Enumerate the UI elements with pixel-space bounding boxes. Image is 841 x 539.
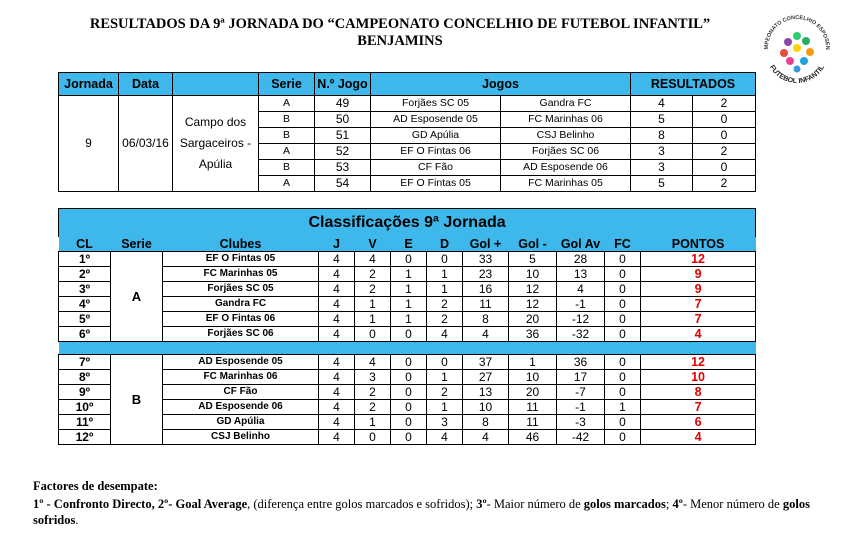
goals-against-cell: 11 bbox=[509, 400, 557, 415]
logo-top-text: MPEONATO CONCELHIO ESPOSEN bbox=[763, 14, 831, 50]
wins-cell: 2 bbox=[355, 400, 391, 415]
goals-against-cell: 20 bbox=[509, 385, 557, 400]
standings-row bbox=[59, 312, 756, 327]
home-goals-cell: 3 bbox=[631, 160, 693, 176]
tiebreak-part: . bbox=[75, 513, 79, 527]
fc-cell: 1 bbox=[605, 400, 641, 415]
draws-cell: 0 bbox=[391, 252, 427, 267]
fc-cell: 0 bbox=[605, 385, 641, 400]
home-team-cell: AD Esposende 05 bbox=[371, 112, 501, 128]
home-goals-cell: 8 bbox=[631, 128, 693, 144]
header-n-jogo: N.º Jogo bbox=[315, 73, 371, 96]
points-cell: 7 bbox=[641, 400, 756, 415]
wins-cell: 3 bbox=[355, 370, 391, 385]
home-team-cell: EF O Fintas 06 bbox=[371, 144, 501, 160]
wins-cell: 0 bbox=[355, 327, 391, 342]
header-serie: Serie bbox=[259, 73, 315, 96]
game-row bbox=[59, 96, 756, 112]
fc-cell: 0 bbox=[605, 430, 641, 445]
game-number-cell: 49 bbox=[315, 96, 371, 112]
points-cell: 8 bbox=[641, 385, 756, 400]
home-team-cell: GD Apúlia bbox=[371, 128, 501, 144]
header-clubes: Clubes bbox=[163, 237, 319, 252]
points-cell: 7 bbox=[641, 312, 756, 327]
serie-cell: A bbox=[259, 176, 315, 192]
points-cell: 12 bbox=[641, 355, 756, 370]
position-cell: 4º bbox=[59, 297, 111, 312]
played-cell: 4 bbox=[319, 355, 355, 370]
goals-for-cell: 37 bbox=[463, 355, 509, 370]
points-cell: 4 bbox=[641, 327, 756, 342]
standings-row bbox=[59, 252, 756, 267]
goals-against-cell: 12 bbox=[509, 297, 557, 312]
away-team-cell: AD Esposende 06 bbox=[501, 160, 631, 176]
tiebreak-part: , (diferença entre golos marcados e sofridos); bbox=[247, 497, 477, 511]
goal-average-cell: -12 bbox=[557, 312, 605, 327]
game-number-cell: 52 bbox=[315, 144, 371, 160]
home-goals-cell: 4 bbox=[631, 96, 693, 112]
home-team-cell: CF Fão bbox=[371, 160, 501, 176]
game-number-cell: 54 bbox=[315, 176, 371, 192]
club-cell: EF O Fintas 05 bbox=[163, 252, 319, 267]
header-cl: CL bbox=[59, 237, 111, 252]
goals-for-cell: 4 bbox=[463, 327, 509, 342]
played-cell: 4 bbox=[319, 297, 355, 312]
wins-cell: 1 bbox=[355, 312, 391, 327]
goals-for-cell: 8 bbox=[463, 312, 509, 327]
draws-cell: 1 bbox=[391, 267, 427, 282]
goal-average-cell: 17 bbox=[557, 370, 605, 385]
title-line-2: BENJAMINS bbox=[357, 33, 443, 49]
position-cell: 12º bbox=[59, 430, 111, 445]
played-cell: 4 bbox=[319, 327, 355, 342]
club-cell: FC Marinhas 06 bbox=[163, 370, 319, 385]
goals-against-cell: 1 bbox=[509, 355, 557, 370]
draws-cell: 0 bbox=[391, 415, 427, 430]
losses-cell: 1 bbox=[427, 370, 463, 385]
standings-row bbox=[59, 282, 756, 297]
standings-row bbox=[59, 415, 756, 430]
played-cell: 4 bbox=[319, 430, 355, 445]
losses-cell: 2 bbox=[427, 312, 463, 327]
venue-cell: Campo dos Sargaceiros - Apúlia bbox=[173, 96, 259, 192]
goals-against-cell: 11 bbox=[509, 415, 557, 430]
wins-cell: 2 bbox=[355, 267, 391, 282]
goal-average-cell: -1 bbox=[557, 400, 605, 415]
position-cell: 11º bbox=[59, 415, 111, 430]
position-cell: 6º bbox=[59, 327, 111, 342]
fc-cell: 0 bbox=[605, 267, 641, 282]
goals-for-cell: 13 bbox=[463, 385, 509, 400]
goals-for-cell: 10 bbox=[463, 400, 509, 415]
goals-for-cell: 33 bbox=[463, 252, 509, 267]
away-team-cell: FC Marinhas 06 bbox=[501, 112, 631, 128]
tiebreak-part: ; bbox=[665, 497, 673, 511]
goals-for-cell: 11 bbox=[463, 297, 509, 312]
goals-against-cell: 10 bbox=[509, 267, 557, 282]
draws-cell: 0 bbox=[391, 370, 427, 385]
wins-cell: 0 bbox=[355, 430, 391, 445]
goals-against-cell: 36 bbox=[509, 327, 557, 342]
tiebreak-part: 4º bbox=[672, 497, 683, 511]
played-cell: 4 bbox=[319, 282, 355, 297]
club-cell: Gandra FC bbox=[163, 297, 319, 312]
away-team-cell: FC Marinhas 05 bbox=[501, 176, 631, 192]
played-cell: 4 bbox=[319, 415, 355, 430]
goal-average-cell: -1 bbox=[557, 297, 605, 312]
goals-for-cell: 4 bbox=[463, 430, 509, 445]
points-cell: 10 bbox=[641, 370, 756, 385]
fc-cell: 0 bbox=[605, 297, 641, 312]
standings-row bbox=[59, 267, 756, 282]
goals-against-cell: 10 bbox=[509, 370, 557, 385]
club-cell: FC Marinhas 05 bbox=[163, 267, 319, 282]
away-goals-cell: 2 bbox=[693, 176, 756, 192]
goal-average-cell: -3 bbox=[557, 415, 605, 430]
draws-cell: 0 bbox=[391, 430, 427, 445]
separator-cell bbox=[59, 342, 756, 355]
tiebreak-text bbox=[33, 496, 813, 528]
losses-cell: 2 bbox=[427, 297, 463, 312]
position-cell: 1º bbox=[59, 252, 111, 267]
goals-for-cell: 27 bbox=[463, 370, 509, 385]
games-table bbox=[58, 72, 756, 192]
losses-cell: 1 bbox=[427, 282, 463, 297]
tiebreak-heading: Factores de desempate: bbox=[33, 479, 158, 493]
goals-against-cell: 46 bbox=[509, 430, 557, 445]
club-cell: AD Esposende 06 bbox=[163, 400, 319, 415]
club-cell: Forjães SC 06 bbox=[163, 327, 319, 342]
club-cell: EF O Fintas 06 bbox=[163, 312, 319, 327]
standings-row bbox=[59, 370, 756, 385]
header-jornada: Jornada bbox=[59, 73, 119, 96]
svg-text:CAMPEONATO CONCELHIO ESPOSENDE bbox=[758, 6, 830, 50]
standings-row bbox=[59, 400, 756, 415]
serie-cell: A bbox=[259, 144, 315, 160]
header-fc: FC bbox=[605, 237, 641, 252]
goal-average-cell: -42 bbox=[557, 430, 605, 445]
position-cell: 10º bbox=[59, 400, 111, 415]
points-cell: 9 bbox=[641, 267, 756, 282]
standings-row bbox=[59, 297, 756, 312]
header-gol-av: Gol Av bbox=[557, 237, 605, 252]
standings-row bbox=[59, 385, 756, 400]
wins-cell: 1 bbox=[355, 297, 391, 312]
header-jogos: Jogos bbox=[371, 73, 631, 96]
fc-cell: 0 bbox=[605, 282, 641, 297]
fc-cell: 0 bbox=[605, 415, 641, 430]
played-cell: 4 bbox=[319, 312, 355, 327]
home-goals-cell: 3 bbox=[631, 144, 693, 160]
wins-cell: 4 bbox=[355, 355, 391, 370]
header-gol-minus: Gol - bbox=[509, 237, 557, 252]
goals-for-cell: 16 bbox=[463, 282, 509, 297]
away-goals-cell: 0 bbox=[693, 112, 756, 128]
losses-cell: 4 bbox=[427, 430, 463, 445]
header-resultados: RESULTADOS bbox=[631, 73, 756, 96]
tiebreak-part: - Maior número de bbox=[486, 497, 584, 511]
home-goals-cell: 5 bbox=[631, 112, 693, 128]
tiebreak-part: 3º bbox=[476, 497, 487, 511]
goals-against-cell: 20 bbox=[509, 312, 557, 327]
draws-cell: 1 bbox=[391, 312, 427, 327]
tiebreak-part: - Menor número de bbox=[682, 497, 783, 511]
away-goals-cell: 2 bbox=[693, 144, 756, 160]
draws-cell: 0 bbox=[391, 327, 427, 342]
goals-for-cell: 8 bbox=[463, 415, 509, 430]
points-cell: 12 bbox=[641, 252, 756, 267]
losses-cell: 1 bbox=[427, 400, 463, 415]
home-goals-cell: 5 bbox=[631, 176, 693, 192]
played-cell: 4 bbox=[319, 385, 355, 400]
draws-cell: 1 bbox=[391, 282, 427, 297]
position-cell: 7º bbox=[59, 355, 111, 370]
points-cell: 9 bbox=[641, 282, 756, 297]
losses-cell: 0 bbox=[427, 355, 463, 370]
standings-row bbox=[59, 327, 756, 342]
goals-against-cell: 5 bbox=[509, 252, 557, 267]
losses-cell: 4 bbox=[427, 327, 463, 342]
points-cell: 7 bbox=[641, 297, 756, 312]
away-goals-cell: 0 bbox=[693, 160, 756, 176]
wins-cell: 2 bbox=[355, 385, 391, 400]
document-title bbox=[40, 16, 760, 50]
goal-average-cell: 28 bbox=[557, 252, 605, 267]
header-j: J bbox=[319, 237, 355, 252]
points-cell: 4 bbox=[641, 430, 756, 445]
goal-average-cell: -32 bbox=[557, 327, 605, 342]
wins-cell: 2 bbox=[355, 282, 391, 297]
losses-cell: 0 bbox=[427, 252, 463, 267]
header-serie: Serie bbox=[111, 237, 163, 252]
played-cell: 4 bbox=[319, 400, 355, 415]
away-goals-cell: 0 bbox=[693, 128, 756, 144]
date-cell: 06/03/16 bbox=[119, 96, 173, 192]
club-cell: CSJ Belinho bbox=[163, 430, 319, 445]
header-v: V bbox=[355, 237, 391, 252]
tiebreak-part: golos marcados bbox=[583, 497, 666, 511]
standings-title: Classificações 9ª Jornada bbox=[59, 209, 756, 238]
club-cell: Forjães SC 05 bbox=[163, 282, 319, 297]
away-team-cell: CSJ Belinho bbox=[501, 128, 631, 144]
game-number-cell: 50 bbox=[315, 112, 371, 128]
played-cell: 4 bbox=[319, 370, 355, 385]
standings-row bbox=[59, 430, 756, 445]
standings-row bbox=[59, 355, 756, 370]
club-cell: AD Esposende 05 bbox=[163, 355, 319, 370]
fc-cell: 0 bbox=[605, 370, 641, 385]
serie-cell: B bbox=[259, 112, 315, 128]
home-team-cell: Forjães SC 05 bbox=[371, 96, 501, 112]
game-number-cell: 51 bbox=[315, 128, 371, 144]
tiebreak-part: golos sofridos bbox=[33, 497, 810, 527]
losses-cell: 3 bbox=[427, 415, 463, 430]
goal-average-cell: 13 bbox=[557, 267, 605, 282]
fc-cell: 0 bbox=[605, 252, 641, 267]
game-number-cell: 53 bbox=[315, 160, 371, 176]
header-gol-plus: Gol + bbox=[463, 237, 509, 252]
wins-cell: 4 bbox=[355, 252, 391, 267]
position-cell: 8º bbox=[59, 370, 111, 385]
away-team-cell: Forjães SC 06 bbox=[501, 144, 631, 160]
losses-cell: 1 bbox=[427, 267, 463, 282]
header-d: D bbox=[427, 237, 463, 252]
header-pontos: PONTOS bbox=[641, 237, 756, 252]
position-cell: 2º bbox=[59, 267, 111, 282]
jornada-cell: 9 bbox=[59, 96, 119, 192]
title-line-1: RESULTADOS DA 9ª JORNADA DO “CAMPEONATO CONCELHIO DE FUTEBOL INFANTIL” bbox=[89, 16, 711, 32]
serie-cell: A bbox=[259, 96, 315, 112]
header-e: E bbox=[391, 237, 427, 252]
club-cell: CF Fão bbox=[163, 385, 319, 400]
position-cell: 5º bbox=[59, 312, 111, 327]
fc-cell: 0 bbox=[605, 355, 641, 370]
fc-cell: 0 bbox=[605, 327, 641, 342]
losses-cell: 2 bbox=[427, 385, 463, 400]
serie-cell: B bbox=[259, 160, 315, 176]
group-separator bbox=[59, 342, 756, 355]
draws-cell: 0 bbox=[391, 385, 427, 400]
draws-cell: 1 bbox=[391, 297, 427, 312]
wins-cell: 1 bbox=[355, 415, 391, 430]
tournament-logo bbox=[758, 6, 836, 96]
away-goals-cell: 2 bbox=[693, 96, 756, 112]
goal-average-cell: -7 bbox=[557, 385, 605, 400]
away-team-cell: Gandra FC bbox=[501, 96, 631, 112]
played-cell: 4 bbox=[319, 267, 355, 282]
tiebreak-part: 1º - Confronto Directo, 2º- Goal Average bbox=[33, 497, 248, 511]
group-cell: A bbox=[111, 252, 163, 342]
draws-cell: 0 bbox=[391, 355, 427, 370]
draws-cell: 0 bbox=[391, 400, 427, 415]
group-cell: B bbox=[111, 355, 163, 445]
serie-cell: B bbox=[259, 128, 315, 144]
points-cell: 6 bbox=[641, 415, 756, 430]
header-blank bbox=[173, 73, 259, 96]
goal-average-cell: 4 bbox=[557, 282, 605, 297]
goals-against-cell: 12 bbox=[509, 282, 557, 297]
home-team-cell: EF O Fintas 05 bbox=[371, 176, 501, 192]
standings-table bbox=[58, 208, 756, 445]
club-cell: GD Apúlia bbox=[163, 415, 319, 430]
position-cell: 9º bbox=[59, 385, 111, 400]
fc-cell: 0 bbox=[605, 312, 641, 327]
logo-bottom-text: FUTEBOL INFANTIL bbox=[767, 64, 827, 86]
goal-average-cell: 36 bbox=[557, 355, 605, 370]
position-cell: 3º bbox=[59, 282, 111, 297]
goals-for-cell: 23 bbox=[463, 267, 509, 282]
played-cell: 4 bbox=[319, 252, 355, 267]
header-data: Data bbox=[119, 73, 173, 96]
